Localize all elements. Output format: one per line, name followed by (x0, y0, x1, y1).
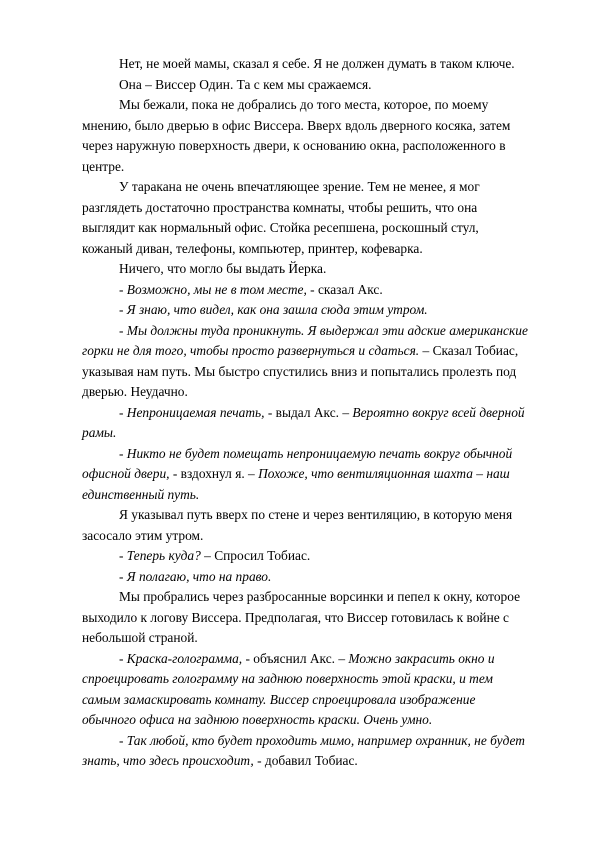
text-line (82, 341, 559, 362)
regular-text: кожаный диван, телефоны, компьютер, принтер, кофеварка. (82, 240, 423, 256)
text-line (82, 485, 559, 506)
regular-text: У таракана не очень впечатляющее зрение. Тем не менее, я мог (119, 179, 480, 194)
regular-text: указывая нам путь. Мы быстро спустились вниз и попытались пролезть под (82, 363, 517, 379)
regular-text: разглядеть достаточно пространства комнаты, чтобы решить, что она (82, 199, 478, 215)
italic-text: Вероятно вокруг всей дверной (352, 404, 525, 420)
text-line (82, 464, 559, 485)
text-line (82, 710, 559, 731)
italic-text: горки не для того, чтобы просто развернуться и сдаться. (82, 343, 420, 358)
regular-text: выглядит как нормальный офис. Стойка ресепшена, роскошный стул, (82, 220, 479, 235)
italic-text: знать, что здесь происходит, (82, 753, 258, 768)
italic-text: - Непроницаемая печать, (119, 404, 268, 420)
text-line (119, 587, 559, 608)
text-line (82, 116, 559, 137)
italic-text: обычного офиса на заднюю поверхность краски. Очень умно. (82, 712, 433, 727)
text-line (119, 505, 559, 526)
italic-text: - Теперь куда? (119, 548, 205, 563)
regular-text: выходило к логову Виссера. Предполагая, что Виссер готовилась к войне с (82, 609, 509, 625)
regular-text: небольшой страной. (82, 630, 198, 645)
text-line (82, 608, 559, 629)
italic-text: - Никто не будет помещать непроницаемую печать вокруг обычной (119, 445, 513, 461)
regular-text: Я указывал путь вверх по стене и через вентиляцию, в которую меня (119, 507, 513, 522)
regular-text: Мы пробрались через разбросанные ворсинки и пепел к окну, которое (119, 589, 521, 604)
italic-text: единственный путь. (82, 486, 200, 502)
text-line (82, 751, 559, 772)
text-line (119, 546, 559, 567)
text-line (119, 54, 559, 75)
regular-text: - вздохнул я. – (172, 466, 259, 481)
regular-text: Ничего, что могло бы выдать Йерка. (119, 261, 327, 276)
text-line (82, 382, 559, 403)
text-line (82, 690, 559, 711)
text-line (82, 669, 559, 690)
text-line (119, 95, 559, 116)
text-line (119, 731, 559, 752)
regular-text: центре. (82, 158, 125, 174)
text-line (82, 136, 559, 157)
italic-text: - Я знаю, что видел, как она зашла сюда этим утром. (119, 302, 428, 317)
text-line (119, 649, 559, 670)
text-line (82, 526, 559, 547)
regular-text: - объяснил Акс. – (245, 650, 349, 666)
regular-text: – Сказал Тобиас, (419, 343, 519, 358)
text-line (82, 362, 559, 383)
italic-text: - Краска-голограмма, (119, 650, 246, 666)
text-line (119, 280, 559, 301)
regular-text: Она – Виссер Один. Та с кем мы сражаемся. (119, 76, 372, 92)
text-line (82, 198, 559, 219)
text-line (119, 403, 559, 424)
regular-text: мнению, было дверью в офис Виссера. Вверх вдоль дверного косяка, затем (82, 117, 511, 133)
regular-text: Нет, не моей мамы, сказал я себе. Я не должен думать в таком ключе. (119, 56, 515, 71)
italic-text: - Так любой, кто будет проходить мимо, например охранник, не будет (119, 732, 525, 748)
text-line (82, 239, 559, 260)
text-line (82, 157, 559, 178)
regular-text: – Спросил Тобиас. (204, 548, 311, 563)
text-line (119, 75, 559, 96)
regular-text: засосало этим утром. (82, 527, 204, 543)
text-line (82, 423, 559, 444)
document-body (82, 54, 559, 772)
italic-text: офисной двери, (82, 466, 173, 481)
italic-text: рамы. (82, 425, 117, 440)
regular-text: - добавил Тобиас. (257, 753, 358, 768)
text-line (119, 177, 559, 198)
italic-text: - Я полагаю, что на право. (119, 568, 272, 584)
text-line (119, 259, 559, 280)
text-line (82, 628, 559, 649)
regular-text: - сказал Акс. (310, 281, 383, 297)
italic-text: спроецировать голограмму на заднюю поверхность этой краски, и тем (82, 671, 493, 686)
italic-text: - Мы должны туда проникнуть. Я выдержал эти адские американские (119, 322, 528, 338)
text-line (82, 218, 559, 239)
text-line (119, 567, 559, 588)
italic-text: Похоже, что вентиляционная шахта – наш (258, 466, 510, 481)
text-line (119, 300, 559, 321)
text-line (119, 444, 559, 465)
regular-text: Мы бежали, пока не добрались до того места, которое, по моему (119, 97, 489, 112)
regular-text: дверью. Неудачно. (82, 384, 188, 399)
regular-text: - выдал Акс. – (267, 404, 353, 420)
italic-text: - Возможно, мы не в том месте, (119, 281, 311, 297)
italic-text: Можно закрасить окно и (348, 650, 495, 666)
regular-text: через наружную поверхность двери, к основанию окна, расположенного в (82, 138, 506, 153)
text-line (119, 321, 559, 342)
italic-text: самым замаскировать комнату. Виссер спроецировала изображение (82, 691, 476, 707)
